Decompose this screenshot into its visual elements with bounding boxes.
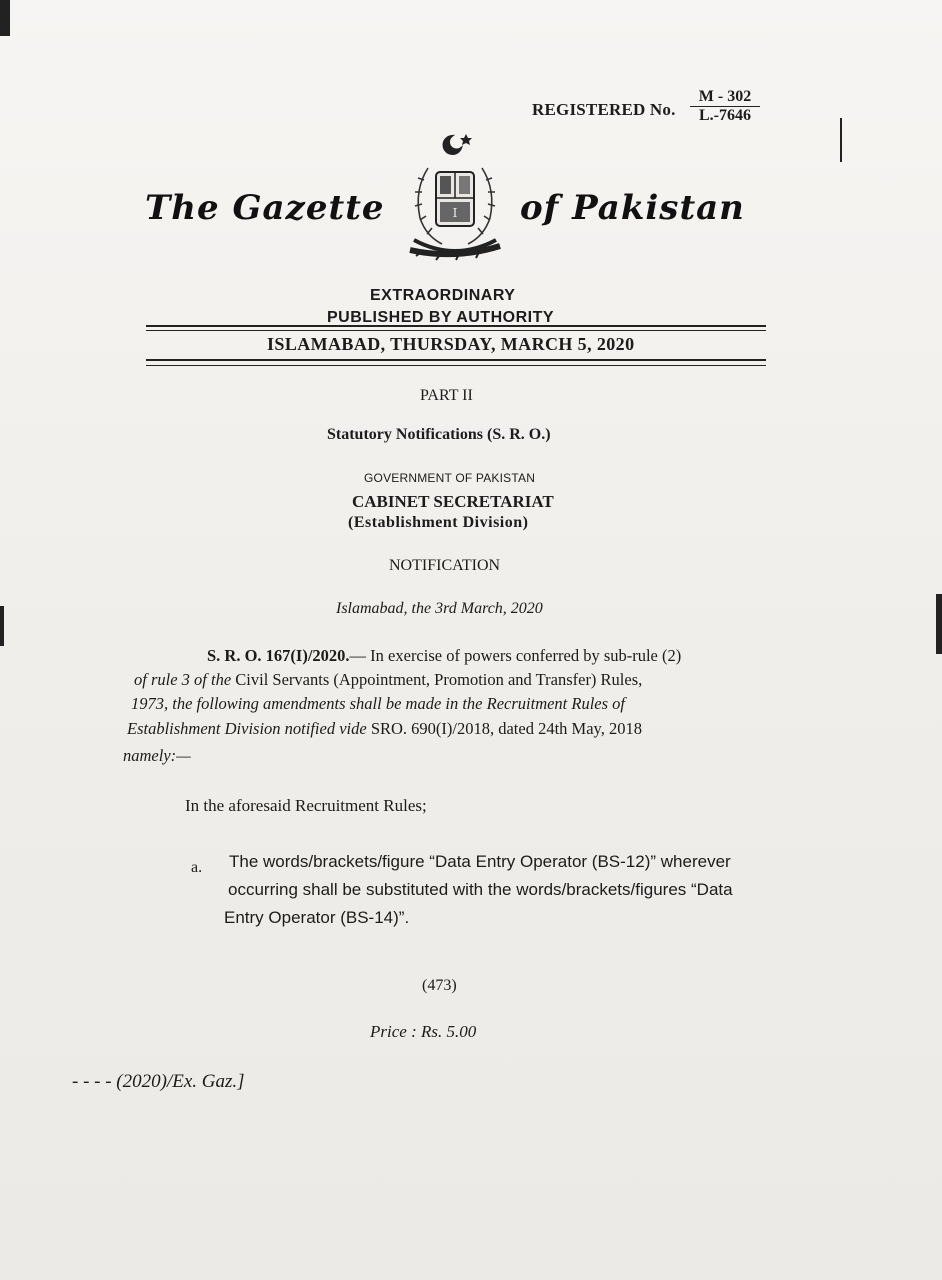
body-line-4 xyxy=(127,719,642,739)
section-title: Statutory Notifications (S. R. O.) xyxy=(327,426,551,443)
item-line-2: occurring shall be substituted with the words/brackets/figures “Data xyxy=(228,880,733,899)
part-heading: PART II xyxy=(420,387,473,404)
body-text-italic: of rule 3 of the xyxy=(134,670,232,689)
top-rule-1 xyxy=(146,325,766,327)
gazette-reference: - - - - (2020)/Ex. Gaz.] xyxy=(72,1071,245,1092)
body-text-italic: namely:— xyxy=(123,746,191,765)
masthead-left: The Gazette xyxy=(145,188,385,228)
body-text-italic: 1973, the following amendments shall be made in the Recruitment Rules of xyxy=(131,694,626,713)
body-line-1 xyxy=(207,646,681,666)
registration-number-top: M - 302 xyxy=(690,88,760,107)
division-name: (Establishment Division) xyxy=(348,514,529,531)
body-line-2 xyxy=(134,670,642,690)
body-line-3 xyxy=(131,694,625,714)
registration-number-bottom: L.-7646 xyxy=(699,107,751,124)
dateline: ISLAMABAD, THURSDAY, MARCH 5, 2020 xyxy=(267,334,635,354)
right-edge-mark-2 xyxy=(936,594,942,654)
body-text: SRO. 690(I)/2018, dated 24th May, 2018 xyxy=(366,719,642,738)
bottom-rule-2 xyxy=(146,365,766,366)
body-text: Civil Servants (Appointment, Promotion and Transfer) Rules, xyxy=(231,670,643,689)
right-edge-mark xyxy=(840,118,842,162)
registration-number xyxy=(690,88,760,125)
left-edge-mark xyxy=(0,0,10,36)
top-rule-2 xyxy=(146,330,766,331)
government-name: GOVERNMENT OF PAKISTAN xyxy=(364,471,536,485)
item-line-1: The words/brackets/figure “Data Entry Operator (BS-12)” wherever xyxy=(229,852,731,871)
bottom-rule-1 xyxy=(146,359,766,361)
registered-label: REGISTERED No. xyxy=(532,100,676,119)
price: Price : Rs. 5.00 xyxy=(370,1022,477,1041)
body-line-5 xyxy=(123,746,191,766)
page-number: (473) xyxy=(422,977,457,994)
svg-text:I: I xyxy=(452,206,458,220)
sro-number: S. R. O. 167(I)/2020. xyxy=(207,646,350,665)
masthead-right: of Pakistan xyxy=(520,188,745,228)
left-edge-mark-2 xyxy=(0,606,4,646)
item-line-3: Entry Operator (BS-14)”. xyxy=(224,908,410,927)
place-date: Islamabad, the 3rd March, 2020 xyxy=(336,600,543,617)
item-label: a. xyxy=(191,859,203,876)
body-text: — In exercise of powers conferred by sub-rule (2) xyxy=(349,646,682,665)
office-name: CABINET SECRETARIAT xyxy=(352,492,554,511)
state-emblem-icon xyxy=(396,128,514,276)
intro-line: In the aforesaid Recruitment Rules; xyxy=(185,796,427,815)
published-by-authority: PUBLISHED BY AUTHORITY xyxy=(327,309,555,326)
notification-heading: NOTIFICATION xyxy=(389,557,501,574)
edition-type: EXTRAORDINARY xyxy=(370,287,516,304)
body-text-italic: Establishment Division notified vide xyxy=(127,719,367,738)
